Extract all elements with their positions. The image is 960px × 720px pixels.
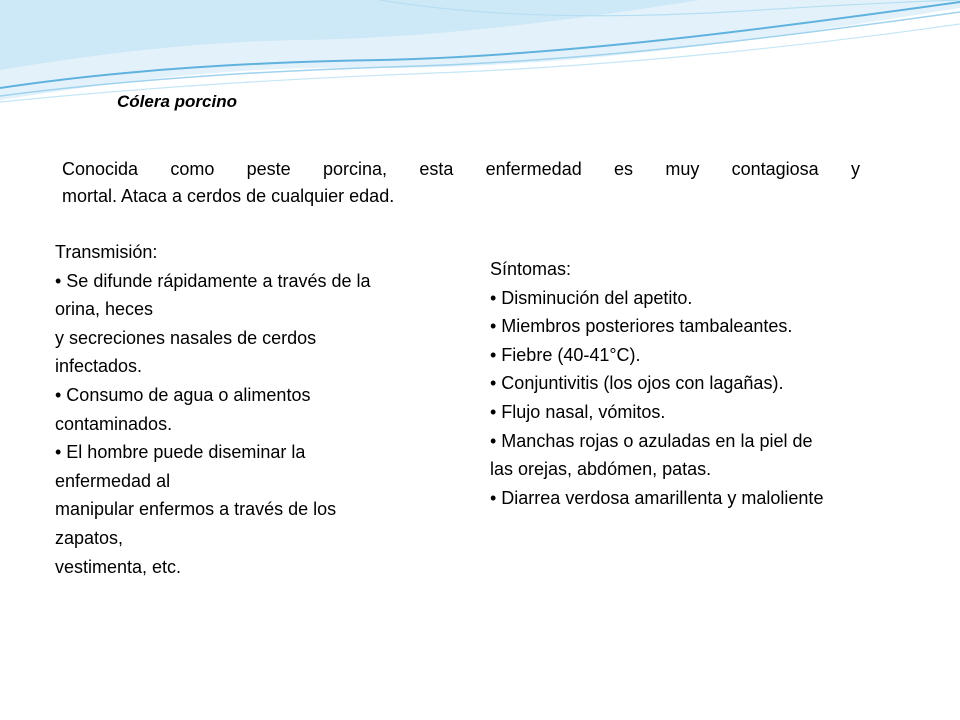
transmission-line: orina, heces xyxy=(55,299,154,320)
symptom-line: • Flujo nasal, vómitos. xyxy=(490,401,666,422)
symptom-line: • Disminución del apetito. xyxy=(490,287,693,308)
transmission-line: vestimenta, etc. xyxy=(55,556,182,577)
transmission-section xyxy=(55,238,480,581)
symptom-line: las orejas, abdómen, patas. xyxy=(490,459,712,480)
transmission-line: contaminados. xyxy=(55,413,173,434)
slide-title: Cólera porcino xyxy=(117,92,237,111)
symptoms-heading: Síntomas: xyxy=(490,259,572,279)
transmission-line: manipular enfermos a través de los xyxy=(55,499,337,520)
transmission-line: zapatos, xyxy=(55,527,124,548)
transmission-line: enfermedad al xyxy=(55,470,171,491)
transmission-line: • El hombre puede diseminar la xyxy=(55,442,306,463)
intro-line-1: Conocida como peste porcina, esta enfermedad es muy contagiosa y xyxy=(62,159,860,179)
transmission-line: infectados. xyxy=(55,356,143,377)
transmission-line: y secreciones nasales de cerdos xyxy=(55,327,317,348)
symptoms-section xyxy=(490,255,940,512)
symptom-line: • Diarrea verdosa amarillenta y maloliente xyxy=(490,487,824,508)
transmission-heading: Transmisión: xyxy=(55,242,158,262)
symptom-line: • Fiebre (40-41°C). xyxy=(490,344,641,365)
transmission-line: • Consumo de agua o alimentos xyxy=(55,384,311,405)
intro-paragraph xyxy=(62,156,860,210)
symptom-line: • Conjuntivitis (los ojos con lagañas). xyxy=(490,373,784,394)
symptom-line: • Manchas rojas o azuladas en la piel de xyxy=(490,430,813,451)
intro-line-2: mortal. Ataca a cerdos de cualquier edad. xyxy=(62,186,395,206)
symptom-line: • Miembros posteriores tambaleantes. xyxy=(490,316,793,337)
transmission-line: • Se difunde rápidamente a través de la xyxy=(55,270,371,291)
